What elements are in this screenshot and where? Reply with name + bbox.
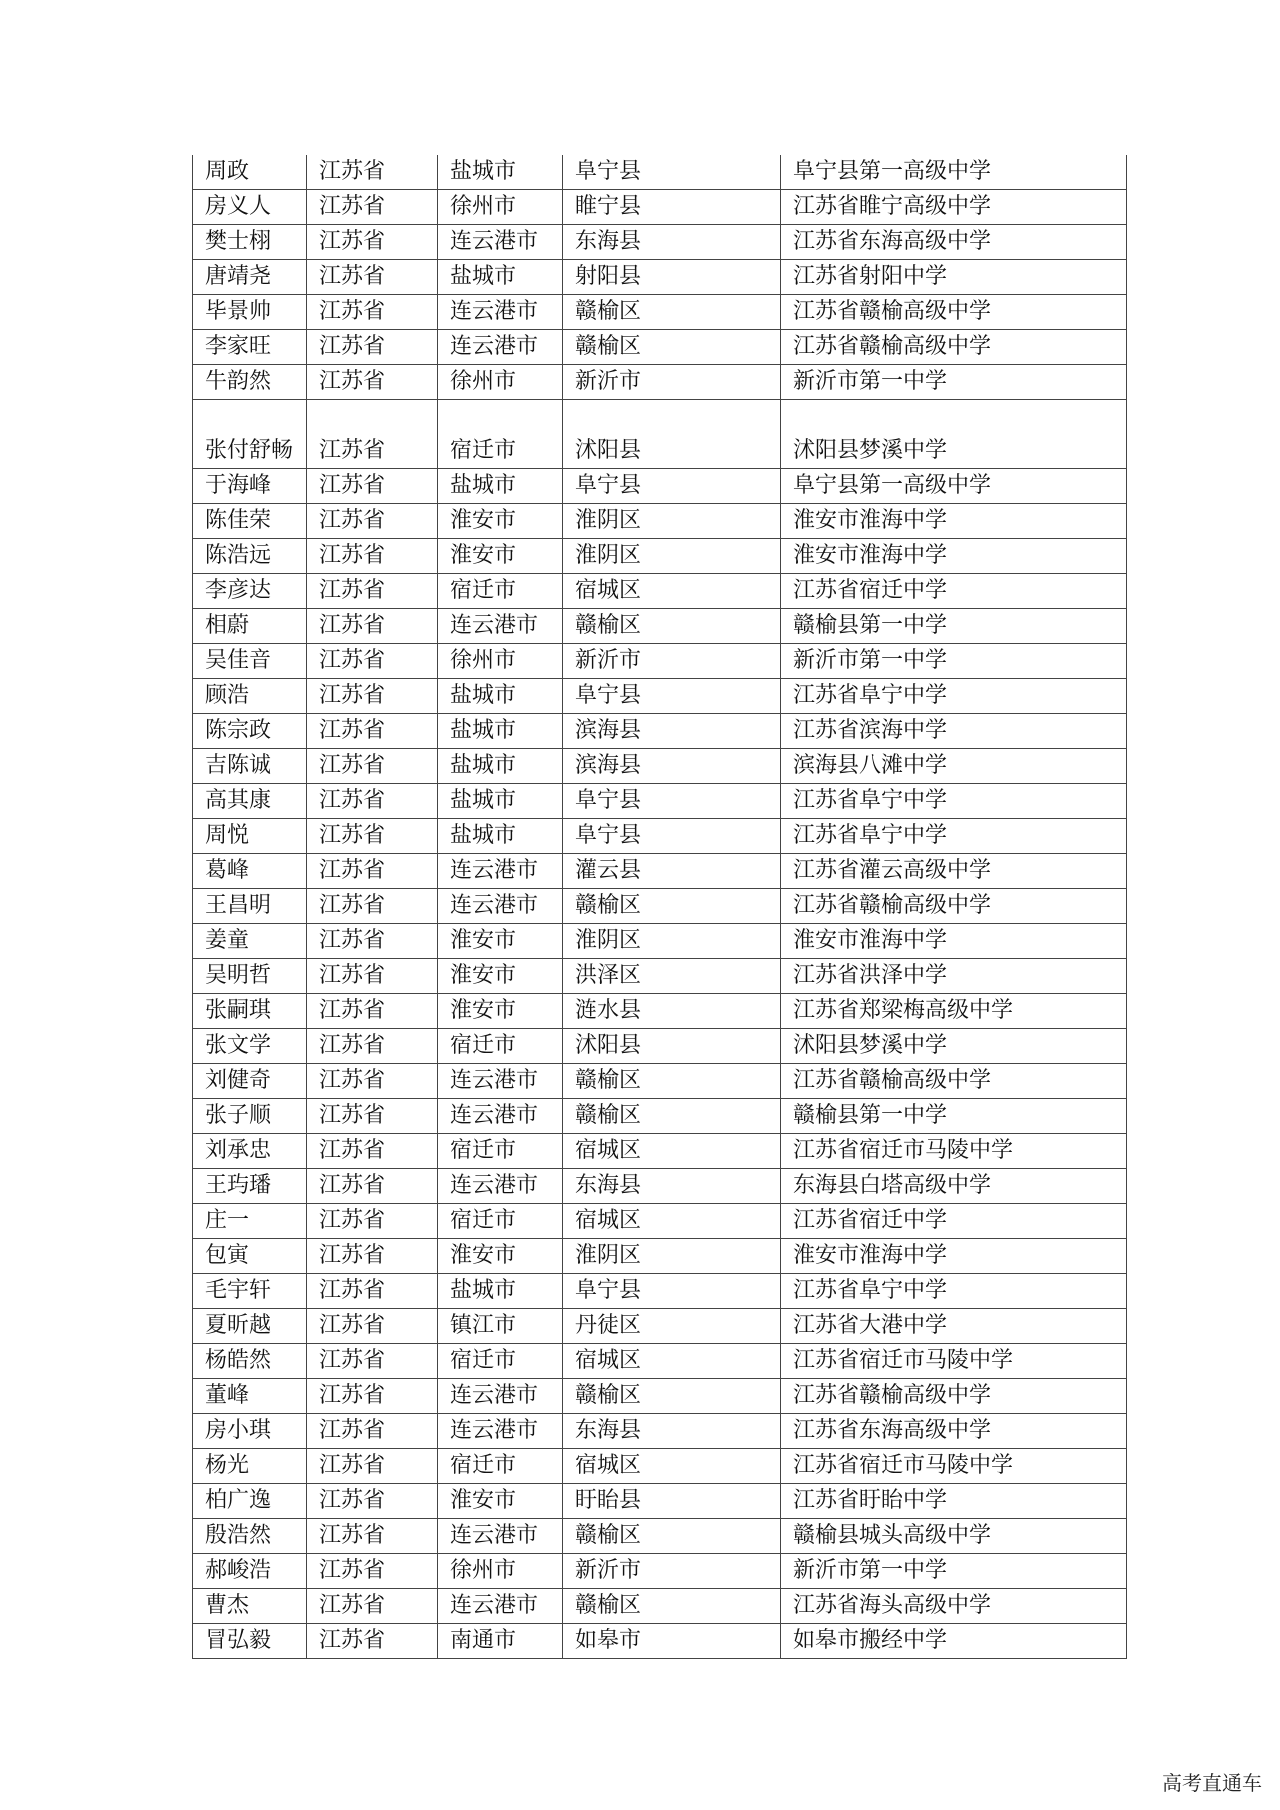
school-cell: 江苏省阜宁中学 xyxy=(781,679,1127,714)
name-cell: 陈佳荣 xyxy=(193,504,307,539)
table-row xyxy=(193,1484,1127,1519)
school-cell: 江苏省赣榆高级中学 xyxy=(781,889,1127,924)
name-cell: 张付舒畅 xyxy=(193,400,307,469)
school-cell: 淮安市淮海中学 xyxy=(781,539,1127,574)
name-cell: 葛峰 xyxy=(193,854,307,889)
province-cell: 江苏省 xyxy=(307,190,438,225)
district-cell: 洪泽区 xyxy=(563,959,781,994)
table-row xyxy=(193,1554,1127,1589)
school-cell: 淮安市淮海中学 xyxy=(781,504,1127,539)
city-cell: 盐城市 xyxy=(438,679,563,714)
table-row xyxy=(193,819,1127,854)
table-row xyxy=(193,1239,1127,1274)
province-cell: 江苏省 xyxy=(307,260,438,295)
city-cell: 淮安市 xyxy=(438,994,563,1029)
city-cell: 徐州市 xyxy=(438,644,563,679)
province-cell: 江苏省 xyxy=(307,295,438,330)
table-row xyxy=(193,1274,1127,1309)
district-cell: 滨海县 xyxy=(563,749,781,784)
province-cell: 江苏省 xyxy=(307,1624,438,1659)
district-cell: 东海县 xyxy=(563,1414,781,1449)
province-cell: 江苏省 xyxy=(307,959,438,994)
province-cell: 江苏省 xyxy=(307,1449,438,1484)
table-row xyxy=(193,190,1127,225)
city-cell: 镇江市 xyxy=(438,1309,563,1344)
city-cell: 连云港市 xyxy=(438,225,563,260)
name-cell: 张文学 xyxy=(193,1029,307,1064)
province-cell: 江苏省 xyxy=(307,1274,438,1309)
province-cell: 江苏省 xyxy=(307,924,438,959)
table-row xyxy=(193,1414,1127,1449)
district-cell: 新沂市 xyxy=(563,365,781,400)
name-cell: 房小琪 xyxy=(193,1414,307,1449)
city-cell: 淮安市 xyxy=(438,924,563,959)
table-row xyxy=(193,994,1127,1029)
table-row xyxy=(193,539,1127,574)
province-cell: 江苏省 xyxy=(307,1379,438,1414)
name-cell: 杨皓然 xyxy=(193,1344,307,1379)
school-cell: 江苏省东海高级中学 xyxy=(781,1414,1127,1449)
city-cell: 徐州市 xyxy=(438,1554,563,1589)
name-cell: 毛宇轩 xyxy=(193,1274,307,1309)
city-cell: 连云港市 xyxy=(438,1099,563,1134)
table-row xyxy=(193,609,1127,644)
district-cell: 阜宁县 xyxy=(563,155,781,190)
province-cell: 江苏省 xyxy=(307,994,438,1029)
table-row xyxy=(193,1624,1127,1659)
school-cell: 新沂市第一中学 xyxy=(781,1554,1127,1589)
name-cell: 包寅 xyxy=(193,1239,307,1274)
table-row xyxy=(193,679,1127,714)
district-cell: 赣榆区 xyxy=(563,1589,781,1624)
name-cell: 李家旺 xyxy=(193,330,307,365)
school-cell: 滨海县八滩中学 xyxy=(781,749,1127,784)
city-cell: 连云港市 xyxy=(438,1589,563,1624)
district-cell: 赣榆区 xyxy=(563,1064,781,1099)
district-cell: 如皋市 xyxy=(563,1624,781,1659)
province-cell: 江苏省 xyxy=(307,819,438,854)
school-cell: 淮安市淮海中学 xyxy=(781,924,1127,959)
school-cell: 江苏省滨海中学 xyxy=(781,714,1127,749)
province-cell: 江苏省 xyxy=(307,749,438,784)
city-cell: 宿迁市 xyxy=(438,1029,563,1064)
table-row xyxy=(193,225,1127,260)
name-cell: 夏昕越 xyxy=(193,1309,307,1344)
district-cell: 淮阴区 xyxy=(563,504,781,539)
school-cell: 江苏省睢宁高级中学 xyxy=(781,190,1127,225)
table-row xyxy=(193,784,1127,819)
name-cell: 董峰 xyxy=(193,1379,307,1414)
district-cell: 新沂市 xyxy=(563,644,781,679)
city-cell: 连云港市 xyxy=(438,889,563,924)
school-cell: 江苏省宿迁市马陵中学 xyxy=(781,1344,1127,1379)
name-cell: 王昌明 xyxy=(193,889,307,924)
city-cell: 徐州市 xyxy=(438,190,563,225)
province-cell: 江苏省 xyxy=(307,609,438,644)
table-row xyxy=(193,155,1127,190)
province-cell: 江苏省 xyxy=(307,1064,438,1099)
province-cell: 江苏省 xyxy=(307,1029,438,1064)
province-cell: 江苏省 xyxy=(307,1239,438,1274)
name-cell: 毕景帅 xyxy=(193,295,307,330)
name-cell: 刘承忠 xyxy=(193,1134,307,1169)
province-cell: 江苏省 xyxy=(307,400,438,469)
name-cell: 牛韵然 xyxy=(193,365,307,400)
table-row xyxy=(193,889,1127,924)
province-cell: 江苏省 xyxy=(307,574,438,609)
school-cell: 江苏省洪泽中学 xyxy=(781,959,1127,994)
city-cell: 盐城市 xyxy=(438,819,563,854)
city-cell: 淮安市 xyxy=(438,1484,563,1519)
province-cell: 江苏省 xyxy=(307,1589,438,1624)
school-cell: 赣榆县城头高级中学 xyxy=(781,1519,1127,1554)
school-cell: 江苏省赣榆高级中学 xyxy=(781,1379,1127,1414)
table-row xyxy=(193,574,1127,609)
school-cell: 江苏省郑梁梅高级中学 xyxy=(781,994,1127,1029)
name-cell: 周政 xyxy=(193,155,307,190)
city-cell: 连云港市 xyxy=(438,1519,563,1554)
district-cell: 宿城区 xyxy=(563,1344,781,1379)
school-cell: 江苏省东海高级中学 xyxy=(781,225,1127,260)
city-cell: 宿迁市 xyxy=(438,400,563,469)
school-cell: 江苏省阜宁中学 xyxy=(781,819,1127,854)
table-row xyxy=(193,1134,1127,1169)
name-cell: 陈浩远 xyxy=(193,539,307,574)
city-cell: 盐城市 xyxy=(438,749,563,784)
name-cell: 柏广逸 xyxy=(193,1484,307,1519)
district-cell: 宿城区 xyxy=(563,1204,781,1239)
name-cell: 高其康 xyxy=(193,784,307,819)
name-cell: 杨光 xyxy=(193,1449,307,1484)
district-cell: 涟水县 xyxy=(563,994,781,1029)
school-cell: 江苏省射阳中学 xyxy=(781,260,1127,295)
name-cell: 顾浩 xyxy=(193,679,307,714)
city-cell: 徐州市 xyxy=(438,365,563,400)
district-cell: 赣榆区 xyxy=(563,609,781,644)
name-cell: 姜童 xyxy=(193,924,307,959)
city-cell: 盐城市 xyxy=(438,784,563,819)
city-cell: 淮安市 xyxy=(438,959,563,994)
city-cell: 连云港市 xyxy=(438,1064,563,1099)
district-cell: 淮阴区 xyxy=(563,539,781,574)
district-cell: 灌云县 xyxy=(563,854,781,889)
district-cell: 新沂市 xyxy=(563,1554,781,1589)
school-cell: 江苏省灌云高级中学 xyxy=(781,854,1127,889)
school-cell: 江苏省阜宁中学 xyxy=(781,1274,1127,1309)
table-row xyxy=(193,365,1127,400)
city-cell: 连云港市 xyxy=(438,295,563,330)
table-body xyxy=(193,155,1127,1659)
school-cell: 沭阳县梦溪中学 xyxy=(781,400,1127,469)
district-cell: 阜宁县 xyxy=(563,1274,781,1309)
district-cell: 赣榆区 xyxy=(563,1519,781,1554)
city-cell: 淮安市 xyxy=(438,1239,563,1274)
name-cell: 周悦 xyxy=(193,819,307,854)
table-row xyxy=(193,1309,1127,1344)
school-cell: 阜宁县第一高级中学 xyxy=(781,155,1127,190)
school-cell: 江苏省赣榆高级中学 xyxy=(781,1064,1127,1099)
school-cell: 阜宁县第一高级中学 xyxy=(781,469,1127,504)
district-cell: 阜宁县 xyxy=(563,819,781,854)
table-row xyxy=(193,1519,1127,1554)
province-cell: 江苏省 xyxy=(307,155,438,190)
province-cell: 江苏省 xyxy=(307,1554,438,1589)
province-cell: 江苏省 xyxy=(307,784,438,819)
school-cell: 淮安市淮海中学 xyxy=(781,1239,1127,1274)
school-cell: 新沂市第一中学 xyxy=(781,365,1127,400)
table-row xyxy=(193,1449,1127,1484)
table-row xyxy=(193,644,1127,679)
province-cell: 江苏省 xyxy=(307,889,438,924)
district-cell: 盱眙县 xyxy=(563,1484,781,1519)
city-cell: 盐城市 xyxy=(438,260,563,295)
table-row xyxy=(193,295,1127,330)
city-cell: 宿迁市 xyxy=(438,1449,563,1484)
table-row xyxy=(193,1344,1127,1379)
school-cell: 江苏省大港中学 xyxy=(781,1309,1127,1344)
district-cell: 赣榆区 xyxy=(563,1099,781,1134)
school-cell: 江苏省盱眙中学 xyxy=(781,1484,1127,1519)
province-cell: 江苏省 xyxy=(307,539,438,574)
table-row xyxy=(193,1169,1127,1204)
school-cell: 江苏省赣榆高级中学 xyxy=(781,295,1127,330)
district-cell: 睢宁县 xyxy=(563,190,781,225)
province-cell: 江苏省 xyxy=(307,679,438,714)
name-cell: 吉陈诚 xyxy=(193,749,307,784)
table-row xyxy=(193,400,1127,469)
school-cell: 江苏省海头高级中学 xyxy=(781,1589,1127,1624)
district-cell: 宿城区 xyxy=(563,574,781,609)
name-cell: 陈宗政 xyxy=(193,714,307,749)
school-cell: 江苏省宿迁中学 xyxy=(781,1204,1127,1239)
name-cell: 吴明哲 xyxy=(193,959,307,994)
school-cell: 江苏省阜宁中学 xyxy=(781,784,1127,819)
name-cell: 房义人 xyxy=(193,190,307,225)
name-cell: 相蔚 xyxy=(193,609,307,644)
province-cell: 江苏省 xyxy=(307,504,438,539)
district-cell: 沭阳县 xyxy=(563,400,781,469)
district-cell: 淮阴区 xyxy=(563,1239,781,1274)
district-cell: 东海县 xyxy=(563,225,781,260)
city-cell: 宿迁市 xyxy=(438,1204,563,1239)
school-cell: 江苏省赣榆高级中学 xyxy=(781,330,1127,365)
district-cell: 滨海县 xyxy=(563,714,781,749)
province-cell: 江苏省 xyxy=(307,365,438,400)
name-cell: 李彦达 xyxy=(193,574,307,609)
city-cell: 南通市 xyxy=(438,1624,563,1659)
city-cell: 连云港市 xyxy=(438,854,563,889)
district-cell: 射阳县 xyxy=(563,260,781,295)
school-cell: 新沂市第一中学 xyxy=(781,644,1127,679)
district-cell: 赣榆区 xyxy=(563,889,781,924)
school-cell: 江苏省宿迁市马陵中学 xyxy=(781,1134,1127,1169)
city-cell: 淮安市 xyxy=(438,504,563,539)
province-cell: 江苏省 xyxy=(307,225,438,260)
province-cell: 江苏省 xyxy=(307,854,438,889)
school-cell: 沭阳县梦溪中学 xyxy=(781,1029,1127,1064)
district-cell: 宿城区 xyxy=(563,1134,781,1169)
name-cell: 王玙璠 xyxy=(193,1169,307,1204)
name-cell: 张子顺 xyxy=(193,1099,307,1134)
district-cell: 阜宁县 xyxy=(563,679,781,714)
name-cell: 曹杰 xyxy=(193,1589,307,1624)
city-cell: 盐城市 xyxy=(438,155,563,190)
province-cell: 江苏省 xyxy=(307,1414,438,1449)
school-cell: 赣榆县第一中学 xyxy=(781,609,1127,644)
city-cell: 盐城市 xyxy=(438,469,563,504)
district-cell: 沭阳县 xyxy=(563,1029,781,1064)
city-cell: 宿迁市 xyxy=(438,1344,563,1379)
table-row xyxy=(193,1099,1127,1134)
name-cell: 吴佳音 xyxy=(193,644,307,679)
province-cell: 江苏省 xyxy=(307,1204,438,1239)
city-cell: 淮安市 xyxy=(438,539,563,574)
table-row xyxy=(193,330,1127,365)
city-cell: 宿迁市 xyxy=(438,574,563,609)
province-cell: 江苏省 xyxy=(307,469,438,504)
province-cell: 江苏省 xyxy=(307,1134,438,1169)
table-row xyxy=(193,1379,1127,1414)
table-row xyxy=(193,854,1127,889)
province-cell: 江苏省 xyxy=(307,1344,438,1379)
table-row xyxy=(193,504,1127,539)
table-row xyxy=(193,959,1127,994)
province-cell: 江苏省 xyxy=(307,1484,438,1519)
district-cell: 赣榆区 xyxy=(563,295,781,330)
school-cell: 江苏省宿迁市马陵中学 xyxy=(781,1449,1127,1484)
district-cell: 宿城区 xyxy=(563,1449,781,1484)
table-row xyxy=(193,1204,1127,1239)
city-cell: 连云港市 xyxy=(438,1379,563,1414)
district-cell: 阜宁县 xyxy=(563,469,781,504)
watermark-text: 高考直通车 xyxy=(1162,1771,1262,1795)
city-cell: 连云港市 xyxy=(438,330,563,365)
table-row xyxy=(193,1029,1127,1064)
student-table xyxy=(192,155,1127,1659)
district-cell: 东海县 xyxy=(563,1169,781,1204)
school-cell: 江苏省宿迁中学 xyxy=(781,574,1127,609)
province-cell: 江苏省 xyxy=(307,1519,438,1554)
name-cell: 庄一 xyxy=(193,1204,307,1239)
table-row xyxy=(193,469,1127,504)
table-row xyxy=(193,260,1127,295)
province-cell: 江苏省 xyxy=(307,1099,438,1134)
district-cell: 赣榆区 xyxy=(563,1379,781,1414)
table-row xyxy=(193,1589,1127,1624)
name-cell: 张嗣琪 xyxy=(193,994,307,1029)
name-cell: 唐靖尧 xyxy=(193,260,307,295)
district-cell: 丹徒区 xyxy=(563,1309,781,1344)
province-cell: 江苏省 xyxy=(307,644,438,679)
name-cell: 殷浩然 xyxy=(193,1519,307,1554)
name-cell: 冒弘毅 xyxy=(193,1624,307,1659)
name-cell: 郝峻浩 xyxy=(193,1554,307,1589)
city-cell: 盐城市 xyxy=(438,1274,563,1309)
table-row xyxy=(193,749,1127,784)
name-cell: 于海峰 xyxy=(193,469,307,504)
district-cell: 阜宁县 xyxy=(563,784,781,819)
table-row xyxy=(193,924,1127,959)
city-cell: 连云港市 xyxy=(438,1169,563,1204)
school-cell: 东海县白塔高级中学 xyxy=(781,1169,1127,1204)
table-row xyxy=(193,1064,1127,1099)
province-cell: 江苏省 xyxy=(307,330,438,365)
city-cell: 连云港市 xyxy=(438,609,563,644)
city-cell: 盐城市 xyxy=(438,714,563,749)
district-cell: 赣榆区 xyxy=(563,330,781,365)
province-cell: 江苏省 xyxy=(307,1169,438,1204)
school-cell: 赣榆县第一中学 xyxy=(781,1099,1127,1134)
name-cell: 樊士栩 xyxy=(193,225,307,260)
city-cell: 宿迁市 xyxy=(438,1134,563,1169)
province-cell: 江苏省 xyxy=(307,714,438,749)
district-cell: 淮阴区 xyxy=(563,924,781,959)
name-cell: 刘健奇 xyxy=(193,1064,307,1099)
school-cell: 如皋市搬经中学 xyxy=(781,1624,1127,1659)
province-cell: 江苏省 xyxy=(307,1309,438,1344)
table-row xyxy=(193,714,1127,749)
city-cell: 连云港市 xyxy=(438,1414,563,1449)
